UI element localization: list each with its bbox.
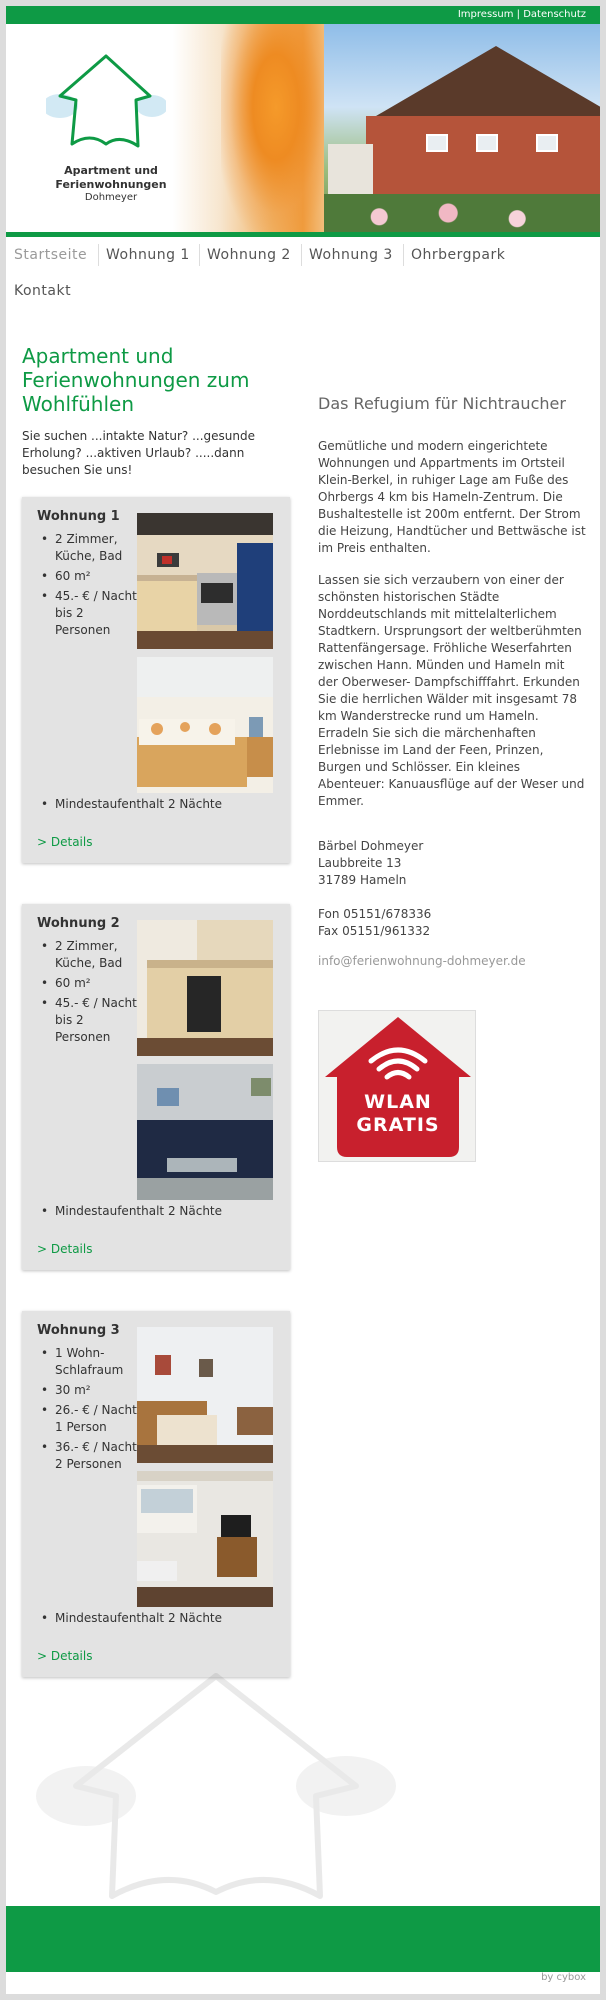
nav-item-startseite[interactable]: Startseite	[14, 247, 88, 263]
page	[6, 6, 600, 1994]
feature-item: • 2 Zimmer, Küche, Bad	[37, 531, 137, 565]
fax-number: Fax 05151/961332	[318, 924, 431, 938]
wlan-free-label: GRATIS	[356, 1114, 440, 1136]
apartment-card-3	[22, 1311, 290, 1677]
header-banner	[6, 24, 600, 232]
contact-city: 31789 Hameln	[318, 873, 407, 887]
top-bar	[6, 6, 600, 24]
nav-item-wohnung-3[interactable]: Wohnung 3	[309, 247, 393, 263]
feature-item: • 60 m²	[37, 975, 137, 992]
top-links	[458, 9, 586, 20]
house-watermark-icon	[36, 1666, 396, 1906]
contact-address	[318, 838, 588, 889]
logo-title-line2: Ferienwohnungen	[55, 178, 167, 191]
house-window	[536, 134, 558, 152]
details-link[interactable]: > Details	[37, 1242, 93, 1256]
studio-photo[interactable]	[137, 1471, 273, 1607]
feature-item: • 30 m²	[37, 1382, 137, 1399]
living-room-photo[interactable]	[137, 1064, 273, 1200]
logo-title-line1: Apartment und	[64, 164, 158, 177]
nav-separator	[98, 244, 99, 266]
logo-subtitle: Dohmeyer	[84, 192, 138, 203]
intro-text: Sie suchen ...intakte Natur? ...gesunde Erholung? ...aktiven Urlaub? .....dann besuchen Sie uns!	[22, 429, 255, 477]
section-heading: Das Refugium für Nichtraucher	[318, 394, 566, 413]
card-title: Wohnung 2	[37, 916, 120, 931]
kitchen-photo[interactable]	[137, 513, 273, 649]
feature-item: • 45.- € / Nacht bis 2 Personen	[37, 588, 137, 639]
min-stay-text: • Mindestaufenthalt 2 Nächte	[37, 1611, 222, 1625]
credit-text[interactable]: by cybox	[541, 1972, 586, 1983]
header-divider	[6, 232, 600, 237]
email-link[interactable]: info@ferienwohnung-dohmeyer.de	[318, 954, 526, 968]
house-window	[476, 134, 498, 152]
contact-street: Laubbreite 13	[318, 856, 402, 870]
feature-item: • 2 Zimmer, Küche, Bad	[37, 938, 137, 972]
top-links-separator: |	[516, 9, 521, 20]
impressum-link[interactable]: Impressum	[457, 9, 514, 20]
nav-separator	[199, 244, 200, 266]
main-nav	[6, 242, 600, 314]
phone-number: Fon 05151/678336	[318, 907, 432, 921]
studio-photo[interactable]	[137, 1327, 273, 1463]
feature-list	[37, 938, 137, 1049]
card-title: Wohnung 3	[37, 1323, 120, 1338]
header-roses	[324, 194, 600, 232]
feature-item: • 1 Wohn-Schlafraum	[37, 1345, 137, 1379]
feature-item: • 36.- € / Nacht 2 Personen	[37, 1439, 137, 1473]
house-wall	[366, 116, 600, 196]
nav-item-wohnung-1[interactable]: Wohnung 1	[106, 247, 190, 263]
house-roof	[376, 46, 600, 116]
description-paragraph: Lassen sie sich verzaubern von einer der schönsten historischen Städte Norddeutschlands mit mittelalterlichem Stadtkern. Ursprungsort der weltberühmten Rattenfängersage. Fröhliche Weserfahrten zwischen Hann. Münden und Hameln mit der Oberweser- Dampfschifffahrt. Erkunden Sie die herrlichen Wälder mit insgesamt 78 km Wanderstrecke rund um Hameln. Erradeln Sie sich die märchenhaften Erlebnisse im Land der Feen, Prinzen, Burgen und Schlösser. Ein kleines Abenteuer: Kanuausflüge auf der Weser und Emmer.	[318, 573, 585, 808]
card-title: Wohnung 1	[37, 509, 120, 524]
apartment-card-1	[22, 497, 290, 863]
page-title	[22, 344, 282, 416]
feature-item: • 26.- € / Nacht 1 Person	[37, 1402, 137, 1436]
nav-item-kontakt[interactable]: Kontakt	[14, 283, 72, 299]
bedroom-photo[interactable]	[137, 657, 273, 793]
feature-list	[37, 1345, 137, 1476]
nav-separator	[403, 244, 404, 266]
house-window	[426, 134, 448, 152]
min-stay-text: • Mindestaufenthalt 2 Nächte	[37, 797, 222, 811]
details-link[interactable]: > Details	[37, 835, 93, 849]
header-flower-image	[221, 24, 331, 232]
house-logo-icon[interactable]	[46, 48, 166, 158]
feature-item: • 60 m²	[37, 568, 137, 585]
details-link[interactable]: > Details	[37, 1649, 93, 1663]
apartment-card-2	[22, 904, 290, 1270]
wlan-label: WLAN	[364, 1091, 432, 1113]
description-paragraph: Gemütliche und modern eingerichtete Wohnungen und Appartments im Ortsteil Klein-Berkel, in ruhiger Lage am Fuße des Ohrbergs 4 km bis Hameln-Zentrum. Die Bushaltestelle ist 200m entfernt. Der Strom die Heizung, Handtücher und Bettwäsche ist im Preis enthalten.	[318, 439, 586, 555]
page-title-line1: Apartment und	[22, 344, 174, 368]
wlan-badge	[318, 1010, 476, 1162]
nav-separator	[301, 244, 302, 266]
feature-list	[37, 531, 137, 642]
contact-phone	[318, 906, 588, 940]
min-stay-text: • Mindestaufenthalt 2 Nächte	[37, 1204, 222, 1218]
page-title-line3: Wohlfühlen	[22, 392, 135, 416]
kitchen-photo[interactable]	[137, 920, 273, 1056]
footer-bar	[6, 1906, 600, 1972]
contact-name: Bärbel Dohmeyer	[318, 839, 424, 853]
page-title-line2: Ferienwohnungen zum	[22, 368, 250, 392]
nav-item-wohnung-2[interactable]: Wohnung 2	[207, 247, 291, 263]
logo-title	[36, 164, 186, 192]
feature-item: • 45.- € / Nacht bis 2 Personen	[37, 995, 137, 1046]
wlan-house-icon	[319, 1011, 477, 1163]
datenschutz-link[interactable]: Datenschutz	[523, 9, 586, 20]
house-garage	[328, 144, 373, 199]
nav-item-ohrbergpark[interactable]: Ohrbergpark	[411, 247, 506, 263]
